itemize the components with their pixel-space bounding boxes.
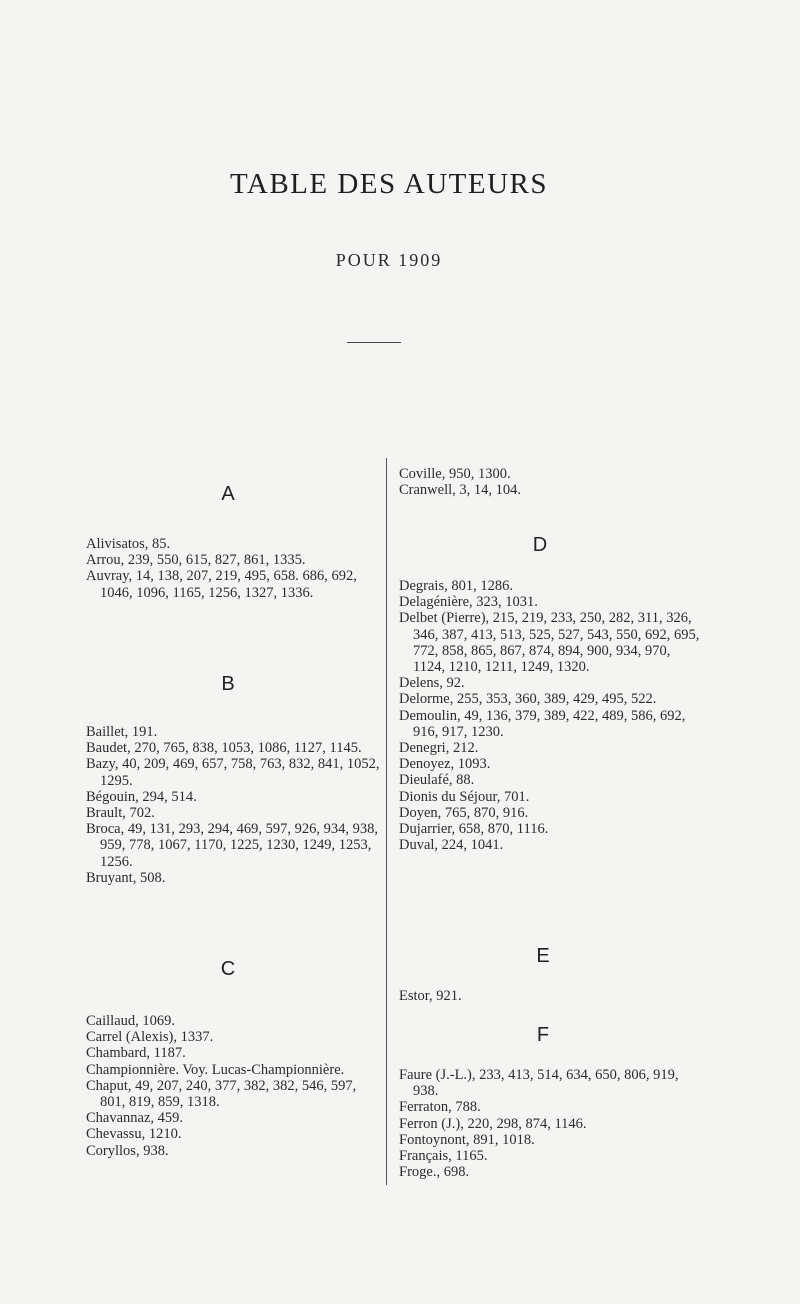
list-item: Arrou, 239, 550, 615, 827, 861, 1335. — [86, 552, 306, 569]
list-item: Français, 1165. — [399, 1148, 488, 1165]
section-b-entries — [86, 724, 381, 886]
section-letter-e: E — [536, 945, 550, 967]
list-item: Fontoynont, 891, 1018. — [399, 1131, 535, 1148]
list-item: Faure (J.-L.), 233, 413, 514, 634, 650, 806, 919, 938. — [399, 1067, 679, 1100]
list-item: Chevassu, 1210. — [86, 1126, 182, 1143]
page-subtitle: POUR 1909 — [335, 250, 443, 270]
list-item: Denoyez, 1093. — [399, 756, 491, 773]
list-item: Ferraton, 788. — [399, 1099, 481, 1116]
section-c-entries — [86, 1013, 381, 1159]
list-item: Coryllos, 938. — [86, 1142, 169, 1159]
section-f-entries — [399, 1067, 704, 1180]
list-item: Delorme, 255, 353, 360, 389, 429, 495, 522. — [399, 691, 657, 708]
section-letter-c: C — [220, 958, 236, 980]
list-item: Delagénière, 323, 1031. — [399, 594, 538, 611]
list-item: Delbet (Pierre), 215, 219, 233, 250, 282, 311, 326, 346, 387, 413, 513, 525, 527, 543, 550, 692, 695, 772, 858, 865, 867, 874, 894, 900, 934, 970, 1124, 1210, 1211, 1249, 1320. — [399, 610, 700, 676]
list-item: Ferron (J.), 220, 298, 874, 1146. — [399, 1115, 587, 1132]
list-item: Delens, 92. — [399, 675, 465, 692]
list-item: Carrel (Alexis), 1337. — [86, 1029, 214, 1046]
section-letter-d: D — [532, 534, 548, 556]
list-item: Doyen, 765, 870, 916. — [399, 804, 529, 821]
list-item: Chaput, 49, 207, 240, 377, 382, 382, 546, 597, 801, 819, 859, 1318. — [86, 1077, 357, 1111]
list-item: Bégouin, 294, 514. — [86, 788, 197, 805]
section-e-entries — [399, 988, 704, 1004]
list-item: Dujarrier, 658, 870, 1116. — [399, 821, 549, 838]
list-item: Duval, 224, 1041. — [399, 837, 504, 854]
list-item: Bruyant, 508. — [86, 869, 166, 886]
list-item: Auvray, 14, 138, 207, 219, 495, 658. 686, 692, 1046, 1096, 1165, 1256, 1327, 1336. — [86, 568, 357, 601]
list-item: Degrais, 801, 1286. — [399, 578, 513, 594]
list-item: Coville, 950, 1300. — [399, 466, 511, 482]
list-item: Broca, 49, 131, 293, 294, 469, 597, 926, 934, 938, 959, 778, 1067, 1170, 1225, 1230, 1249, 1253, 1256. — [86, 821, 378, 870]
section-c-continued-entries — [399, 466, 704, 498]
list-item: Baudet, 270, 765, 838, 1053, 1086, 1127, 1145. — [86, 740, 362, 757]
list-item: Dionis du Séjour, 701. — [399, 788, 530, 805]
section-letter-b: B — [221, 673, 235, 695]
list-item: Caillaud, 1069. — [86, 1013, 176, 1029]
list-item: Chavannaz, 459. — [86, 1110, 184, 1127]
list-item: Bazy, 40, 209, 469, 657, 758, 763, 832, 841, 1052, 1295. — [86, 756, 380, 789]
page-title: TABLE DES AUTEURS — [229, 168, 549, 200]
list-item: Demoulin, 49, 136, 379, 389, 422, 489, 586, 692, 916, 917, 1230. — [399, 707, 686, 740]
list-item: Championnière. Voy. Lucas-Championnière. — [86, 1061, 345, 1078]
column-divider — [386, 458, 387, 1185]
list-item: Denegri, 212. — [399, 740, 479, 757]
section-letter-a: A — [221, 483, 235, 505]
section-d-entries — [399, 578, 704, 853]
list-item: Brault, 702. — [86, 805, 155, 822]
list-item: Estor, 921. — [399, 988, 462, 1004]
list-item: Froge., 698. — [399, 1164, 470, 1181]
section-a-entries — [86, 536, 381, 601]
list-item: Chambard, 1187. — [86, 1045, 186, 1062]
section-letter-f: F — [536, 1024, 550, 1046]
list-item: Cranwell, 3, 14, 104. — [399, 482, 522, 499]
list-item: Dieulafé, 88. — [399, 772, 475, 789]
list-item: Alivisatos, 85. — [86, 536, 171, 552]
title-rule — [347, 342, 401, 343]
list-item: Baillet, 191. — [86, 724, 158, 740]
